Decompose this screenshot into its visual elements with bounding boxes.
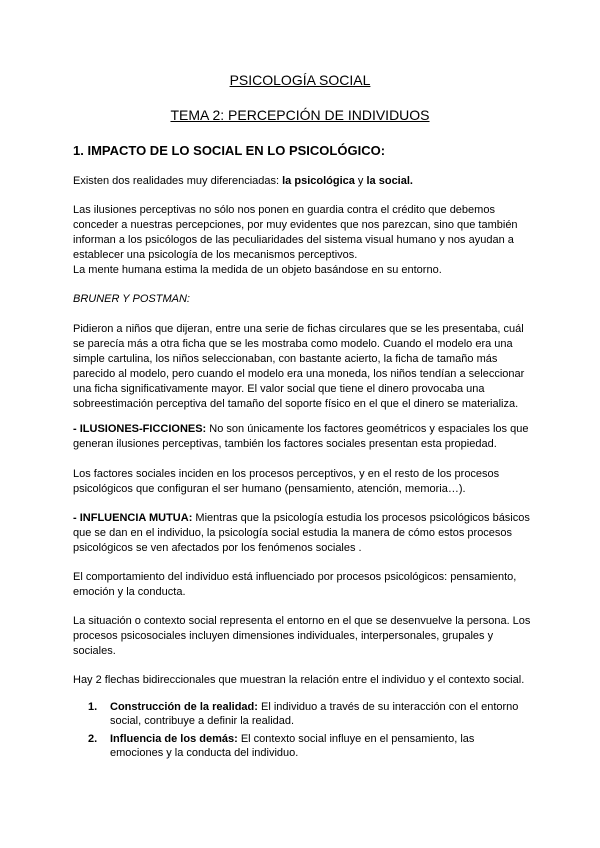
paragraph-illusions: Las ilusiones perceptivas no sólo nos ponen en guardia contra el crédito que debemos conceder a nuestras percepciones, por muy evidentes que nos parezcan, sino que también informan a los psicólogos de las peculiaridades del sistema visual humano y nos ayudan a establecer una psicología de los mecanismos perceptivos. [73,204,518,261]
list-item-number: 1. [88,701,98,713]
list-item-number: 2. [88,733,98,745]
paragraph-mind: La mente humana estima la medida de un objeto basándose en su entorno. [73,264,442,276]
paragraph-mutual-influence [73,511,533,556]
mutual-influence-text: Mientras que la psicología estudia los procesos psicológicos básicos que se dan en el individuo, la psicología social estudia la manera de cómo estos procesos psicológicos se ven afectados por los fenómenos sociales . [73,512,530,554]
paragraph-social-factors: Los factores sociales inciden en los procesos perceptivos, y en el resto de los procesos psicológicos que configuran el ser humano (pensamiento, atención, memoria…). [73,468,500,495]
list-item [88,732,528,760]
paragraph-behavior: El comportamiento del individuo está influenciado por procesos psicológicos: pensamiento, emoción y la conducta. [73,571,517,598]
list-item-label: Construcción de la realidad: [110,701,258,713]
numbered-list [88,700,528,764]
realities-bold-2: la social. [366,175,413,187]
authors-heading: BRUNER Y POSTMAN: [73,293,190,305]
paragraph-realities [73,174,533,189]
realities-bold-1: la psicológica [282,175,355,187]
paragraph-context: La situación o contexto social representa el entorno en el que se desenvuelve la persona. Los procesos psicosociales incluyen dimensiones individuales, interpersonales, grupales y sociales. [73,615,531,657]
paragraph-illusions-fictions [73,422,533,452]
illusions-fictions-label: - ILUSIONES-FICCIONES: [73,423,207,435]
list-item-text: El individuo a través de su interacción con el entorno social, contribuye a definir la realidad. [110,701,519,727]
list-item-text: El contexto social influye en el pensamiento, las emociones y la conducta del individuo. [110,733,475,759]
realities-mid: y [354,175,367,187]
section-heading: 1. IMPACTO DE LO SOCIAL EN LO PSICOLÓGICO: [73,143,386,158]
document-subtitle: TEMA 2: PERCEPCIÓN DE INDIVIDUOS [170,107,430,123]
illusions-fictions-text: No son únicamente los factores geométricos y espaciales los que generan ilusiones perceptivas, también los factores sociales presentan esta propiedad. [73,423,529,450]
list-item-label: Influencia de los demás: [110,733,238,745]
paragraph-experiment: Pidieron a niños que dijeran, entre una serie de fichas circulares que se les presentaba, cuál se parecía más a otra ficha que se les mostraba como modelo. Cuando el modelo era una simple cartulina, los niños seleccionaban, con bastante acierto, la ficha de tamaño más parecido al modelo, pero cuando el modelo era una moneda, los niños tendían a seleccionar una ficha significativamente mayor. El valor social que tiene el dinero provocaba una sobreestimación perceptiva del tamaño del soporte físico en el que el dinero se materializa. [73,323,525,410]
mutual-influence-label: - INFLUENCIA MUTUA: [73,512,193,524]
realities-pre: Existen dos realidades muy diferenciadas: [73,175,283,187]
document-title: PSICOLOGÍA SOCIAL [229,72,371,88]
paragraph-arrows: Hay 2 flechas bidireccionales que muestran la relación entre el individuo y el contexto social. [73,674,525,686]
list-item [88,700,528,728]
